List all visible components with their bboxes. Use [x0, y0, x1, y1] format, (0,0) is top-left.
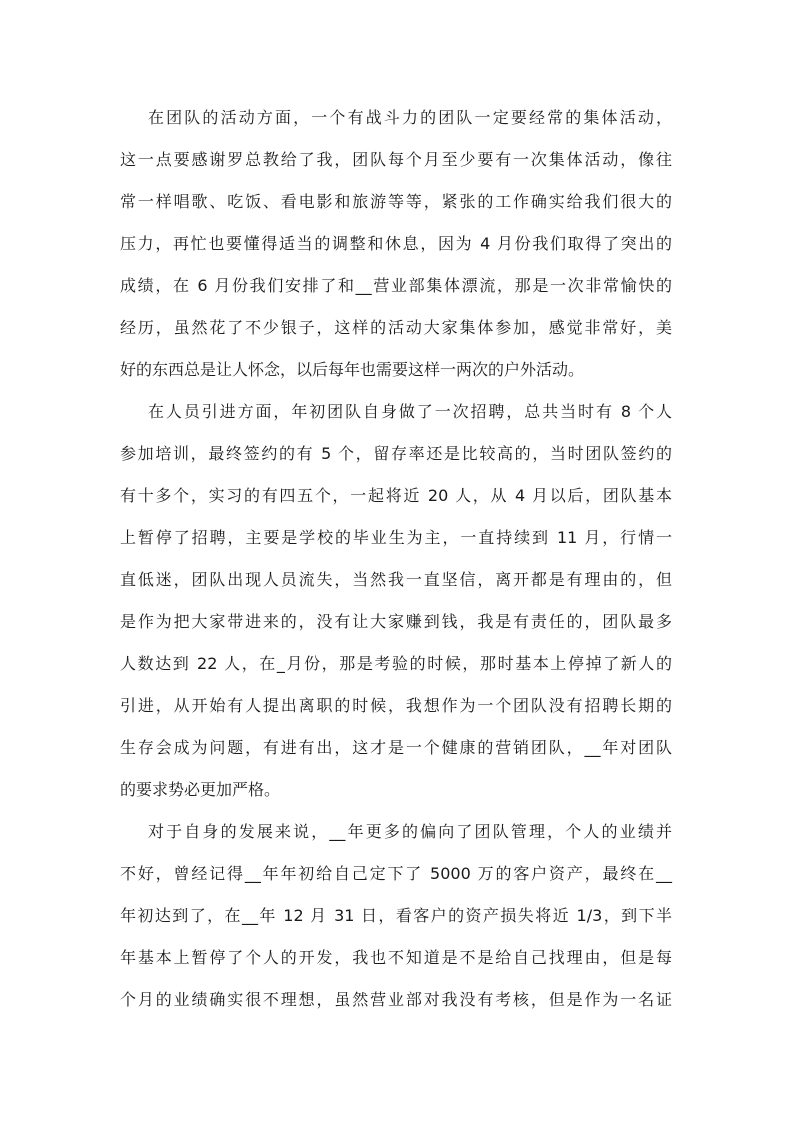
paragraph-2-line-8: 引进，从开始有人提出离职的时候，我想作为一个团队没有招聘长期的 — [120, 696, 672, 715]
paragraph-1-line-1: 在团队的活动方面，一个有战斗力的团队一定要经常的集体活动， — [148, 108, 672, 127]
paragraph-2-line-3: 有十多个，实习的有四五个，一起将近 20 人，从 4 月以后，团队基本 — [120, 486, 672, 505]
paragraph-1-line-3: 常一样唱歌、吃饭、看电影和旅游等等，紧张的工作确实给我们很大的 — [120, 192, 672, 211]
paragraph-2-line-2: 参加培训，最终签约的有 5 个，留存率还是比较高的，当时团队签约的 — [120, 444, 672, 463]
paragraph-3-line-3: 年初达到了，在__年 12 月 31 日，看客户的资产损失将近 1/3，到下半 — [120, 906, 672, 925]
paragraph-1-line-4: 压力，再忙也要懂得适当的调整和休息，因为 4 月份我们取得了突出的 — [120, 234, 672, 253]
paragraph-1-line-5: 成绩，在 6 月份我们安排了和__营业部集体漂流，那是一次非常愉快的 — [120, 276, 672, 295]
paragraph-2-line-10: 的要求势必更加严格。 — [120, 780, 281, 799]
paragraph-1-line-2: 这一点要感谢罗总教给了我，团队每个月至少要有一次集体活动，像往 — [120, 150, 672, 169]
paragraph-3-line-1: 对于自身的发展来说，__年更多的偏向了团队管理，个人的业绩并 — [148, 822, 672, 841]
paragraph-3-line-5: 个月的业绩确实很不理想，虽然营业部对我没有考核，但是作为一名证 — [120, 990, 672, 1009]
paragraph-3-line-4: 年基本上暂停了个人的开发，我也不知道是不是给自己找理由，但是每 — [120, 948, 672, 967]
paragraph-2-line-9: 生存会成为问题，有进有出，这才是一个健康的营销团队，__年对团队 — [120, 738, 672, 757]
paragraph-2-line-1: 在人员引进方面，年初团队自身做了一次招聘，总共当时有 8 个人 — [148, 402, 672, 421]
paragraph-1-line-6: 经历，虽然花了不少银子，这样的活动大家集体参加，感觉非常好，美 — [120, 318, 672, 337]
paragraph-2-line-6: 是作为把大家带进来的，没有让大家赚到钱，我是有责任的，团队最多 — [120, 612, 672, 631]
paragraph-2-line-4: 上暂停了招聘，主要是学校的毕业生为主，一直持续到 11 月，行情一 — [120, 528, 672, 547]
paragraph-3-line-2: 不好，曾经记得__年年初给自己定下了 5000 万的客户资产，最终在__ — [120, 864, 672, 883]
paragraph-2-line-5: 直低迷，团队出现人员流失，当然我一直坚信，离开都是有理由的，但 — [120, 570, 672, 589]
paragraph-1-line-7: 好的东西总是让人怀念，以后每年也需要这样一两次的户外活动。 — [120, 360, 585, 379]
paragraph-2-line-7: 人数达到 22 人，在_月份，那是考验的时候，那时基本上停掉了新人的 — [120, 654, 672, 673]
